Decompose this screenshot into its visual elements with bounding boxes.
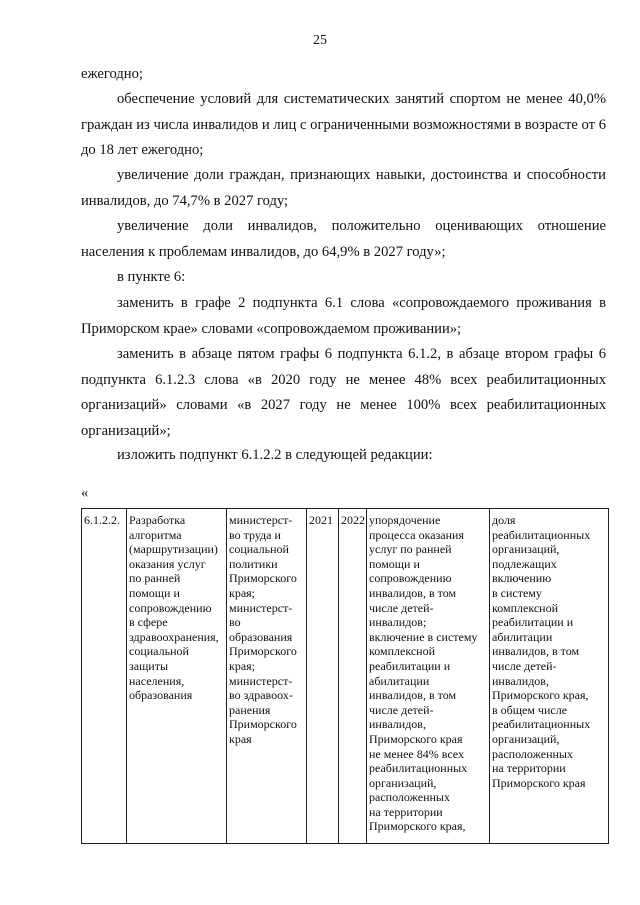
cell-text-line: в систему [492, 585, 542, 600]
cell-text-line: комплексной [369, 644, 436, 659]
year-start: 2021 [309, 513, 333, 527]
cell-text-line: оказания услуг [129, 556, 206, 571]
cell-text-line: упорядочение [369, 513, 441, 527]
cell-text-line: на территории [492, 761, 566, 776]
cell-text-line: Приморского [229, 717, 297, 732]
cell-text-line: инвалидов, в том [369, 585, 457, 600]
cell-text-line: реабилитационных [369, 761, 468, 776]
cell-text-line: Приморского края, [369, 819, 466, 834]
paragraph-annually: ежегодно; [81, 66, 143, 82]
opening-quote: « [81, 485, 89, 501]
paragraph-replace-column-2: заменить в графе 2 подпункта 6.1 слова «сопровождаемого проживания в Приморском крае» словами «сопровождаемом проживании»; [81, 295, 606, 337]
cell-text-line: реабилитационных [492, 717, 591, 732]
paragraph-skills-share: увеличение доли граждан, признающих навыки, достоинства и способности инвалидов, до 74,7% в 2027 году; [81, 167, 606, 209]
cell-text-line: не менее 84% всех [369, 746, 464, 761]
cell-text-line: подлежащих [492, 556, 557, 571]
cell-text-line: расположенных [369, 790, 450, 805]
paragraph-replace-column-6: заменить в абзаце пятом графы 6 подпункта 6.1.2, в абзаце втором графы 6 подпункта 6.1.2.3 слова «в 2020 году не менее 48% всех реабилитационных организаций» словами «в 2027 году не менее 100% всех реабилитационных организаций»; [81, 346, 606, 439]
cell-text-line: защиты [129, 658, 169, 673]
measure-name-cell [127, 509, 227, 844]
page-number: 25 [313, 33, 327, 48]
cell-text-line: организаций, [369, 775, 437, 790]
cell-text-line: помощи и [129, 585, 180, 600]
cell-text-line: процесса оказания [369, 527, 464, 542]
cell-text-line: (маршрутизации) [129, 542, 218, 557]
cell-text-line: включению [492, 571, 552, 586]
cell-text-line: края [229, 731, 252, 746]
cell-text-line: на территории [369, 804, 443, 819]
year-end-cell [339, 509, 367, 844]
cell-text-line: во труда и [229, 527, 281, 542]
paragraph-sports-conditions: обеспечение условий для систематических занятий спортом не менее 40,0% граждан из числа инвалидов и лиц с ограниченными возможностями в возрасте от 6 до 18 лет ежегодно; [81, 91, 606, 158]
cell-text-line: Приморского края [369, 731, 463, 746]
year-start-cell [307, 509, 339, 844]
cell-text-line: инвалидов, [369, 717, 426, 732]
cell-text-line: алгоритма [129, 527, 182, 542]
cell-text-line: населения, [129, 673, 185, 688]
cell-text-line: инвалидов, в том [369, 688, 457, 703]
cell-text-line: инвалидов, [492, 673, 549, 688]
cell-text-line: министерст- [229, 600, 293, 615]
cell-text-line: политики [229, 556, 278, 571]
cell-text-line: во здравоох- [229, 688, 293, 703]
cell-text-line: образования [229, 629, 293, 644]
cell-text-line: Разработка [129, 513, 186, 527]
cell-text-line: Приморского края, [492, 688, 589, 703]
cell-text-line: Приморского [229, 571, 297, 586]
cell-text-line: социальной [129, 644, 189, 659]
cell-text-line: сопровождению [129, 600, 212, 615]
cell-text-line: включение в систему [369, 629, 478, 644]
cell-text-line: ранения [229, 702, 271, 717]
indicator-cell [490, 509, 609, 844]
cell-text-line: в сфере [129, 615, 168, 630]
cell-text-line: числе детей- [492, 658, 557, 673]
cell-text-line: услуг по ранней [369, 542, 452, 557]
cell-text-line: абилитации [492, 629, 553, 644]
cell-text-line: социальной [229, 542, 289, 557]
cell-text-line: министерст- [229, 513, 293, 527]
cell-text-line: помощи и [369, 556, 420, 571]
cell-text-line: края; [229, 585, 256, 600]
cell-text-line: инвалидов, в том [492, 644, 580, 659]
cell-text-line: комплексной [492, 600, 559, 615]
paragraph-point-6: в пункте 6: [117, 269, 186, 285]
cell-text-line: доля [492, 513, 516, 527]
cell-text-line: числе детей- [369, 702, 434, 717]
cell-text-line: организаций, [492, 731, 560, 746]
subpoint-number-cell [82, 509, 127, 844]
paragraph-new-wording: изложить подпункт 6.1.2.2 в следующей редакции: [117, 447, 433, 463]
cell-text-line: образования [129, 688, 193, 703]
cell-text-line: инвалидов; [369, 615, 427, 630]
paragraph-attitude-share: увеличение доли инвалидов, положительно оценивающих отношение населения к проблемам инвалидов, до 64,9% в 2027 году»; [81, 218, 606, 260]
cell-text-line: здравоохранения, [129, 629, 219, 644]
year-end: 2022 [341, 513, 365, 527]
cell-text-line: по ранней [129, 571, 181, 586]
cell-text-line: министерст- [229, 673, 293, 688]
cell-text-line: числе детей- [369, 600, 434, 615]
subpoint-table [81, 508, 609, 844]
cell-text-line: реабилитационных [492, 527, 591, 542]
cell-text-line: реабилитации и [492, 615, 574, 630]
expected-result-cell [367, 509, 490, 844]
cell-text-line: расположенных [492, 746, 573, 761]
cell-text-line: во [229, 615, 241, 630]
cell-text-line: в общем числе [492, 702, 568, 717]
cell-text-line: края; [229, 658, 256, 673]
table-row [82, 509, 609, 844]
cell-text-line: Приморского [229, 644, 297, 659]
cell-text-line: организаций, [492, 542, 560, 557]
executor-cell [227, 509, 307, 844]
cell-text-line: сопровождению [369, 571, 452, 586]
cell-text-line: реабилитации и [369, 658, 451, 673]
cell-text-line: Приморского края [492, 775, 586, 790]
cell-text-line: абилитации [369, 673, 430, 688]
subpoint-number: 6.1.2.2. [84, 513, 120, 527]
